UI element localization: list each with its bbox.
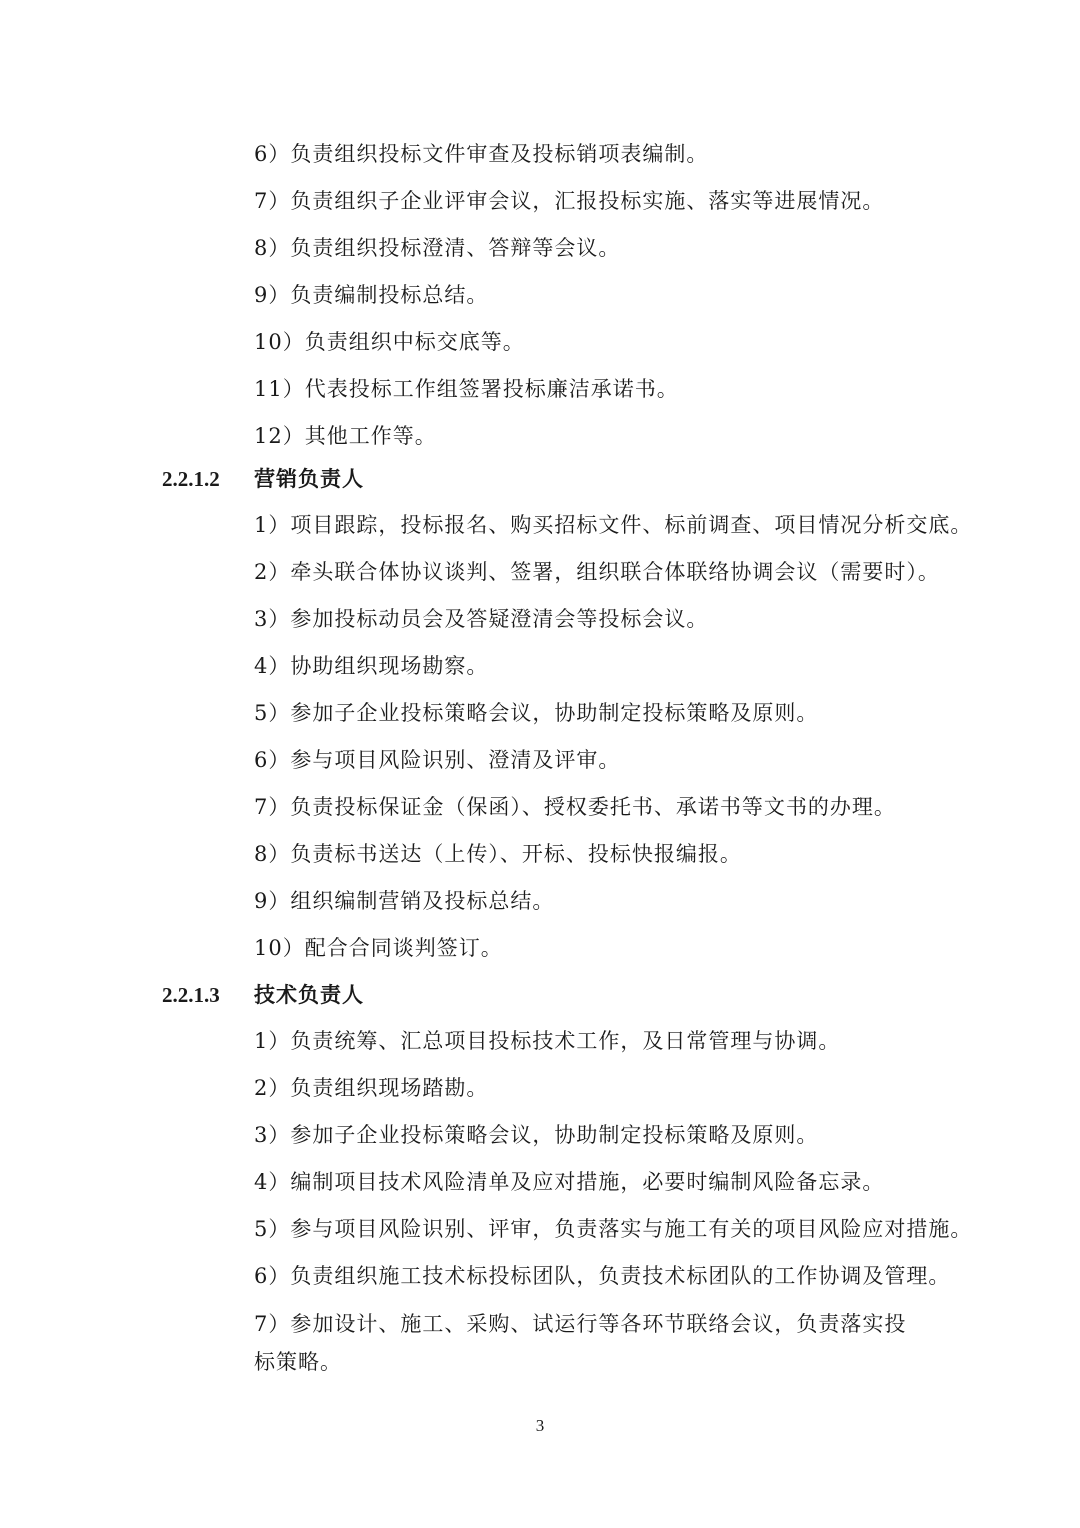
page-number: 3 — [535, 1416, 545, 1435]
list-item: 6）负责组织投标文件审查及投标销项表编制。 — [254, 142, 709, 166]
list-item: 7）负责组织子企业评审会议，汇报投标实施、落实等进展情况。 — [254, 189, 885, 213]
section-item-list — [162, 502, 973, 972]
list-item: 5）参加子企业投标策略会议，协助制定投标策略及原则。 — [254, 701, 819, 725]
section-sales-lead — [162, 455, 973, 972]
list-item: 7）参加设计、施工、采购、试运行等各环节联络会议，负责落实投标策略。 — [254, 1312, 907, 1374]
list-item: 8）负责组织投标澄清、答辩等会议。 — [254, 236, 621, 260]
list-item: 9）组织编制营销及投标总结。 — [254, 889, 555, 913]
list-item: 9）负责编制投标总结。 — [254, 283, 489, 307]
list-item: 12）其他工作等。 — [254, 424, 437, 448]
list-item: 8）负责标书送达（上传）、开标、投标快报编报。 — [254, 842, 742, 866]
list-item: 3）参加子企业投标策略会议，协助制定投标策略及原则。 — [254, 1123, 819, 1147]
section-number: 2.2.1.3 — [162, 983, 220, 1007]
list-item: 7）负责投标保证金（保函）、授权委托书、承诺书等文书的办理。 — [254, 795, 896, 819]
section-title: 技术负责人 — [254, 982, 364, 1007]
list-item: 4）协助组织现场勘察。 — [254, 654, 489, 678]
list-item: 1）项目跟踪，投标报名、购买招标文件、标前调查、项目情况分析交底。 — [254, 513, 973, 537]
list-item: 10）配合合同谈判签订。 — [254, 936, 503, 960]
list-item: 2）负责组织现场踏勘。 — [254, 1076, 489, 1100]
list-item: 1）负责统筹、汇总项目投标技术工作，及日常管理与协调。 — [254, 1029, 841, 1053]
section-item-list — [162, 1018, 973, 1381]
section-title: 营销负责人 — [254, 466, 364, 491]
list-item: 6）参与项目风险识别、澄清及评审。 — [254, 748, 621, 772]
list-item: 11）代表投标工作组签署投标廉洁承诺书。 — [254, 377, 679, 401]
section-technical-lead — [162, 971, 973, 1381]
list-item: 2）牵头联合体协议谈判、签署，组织联合体联络协调会议（需要时）。 — [254, 560, 940, 584]
list-item: 3）参加投标动员会及答疑澄清会等投标会议。 — [254, 607, 709, 631]
list-item: 10）负责组织中标交底等。 — [254, 330, 525, 354]
list-item: 5）参与项目风险识别、评审，负责落实与施工有关的项目风险应对措施。 — [254, 1217, 973, 1241]
intro-item-list — [254, 131, 954, 460]
list-item: 4）编制项目技术风险清单及应对措施，必要时编制风险备忘录。 — [254, 1170, 885, 1194]
section-heading — [162, 455, 962, 502]
section-heading — [162, 971, 962, 1018]
section-number: 2.2.1.2 — [162, 467, 220, 491]
list-item: 6）负责组织施工技术标投标团队，负责技术标团队的工作协调及管理。 — [254, 1264, 951, 1288]
